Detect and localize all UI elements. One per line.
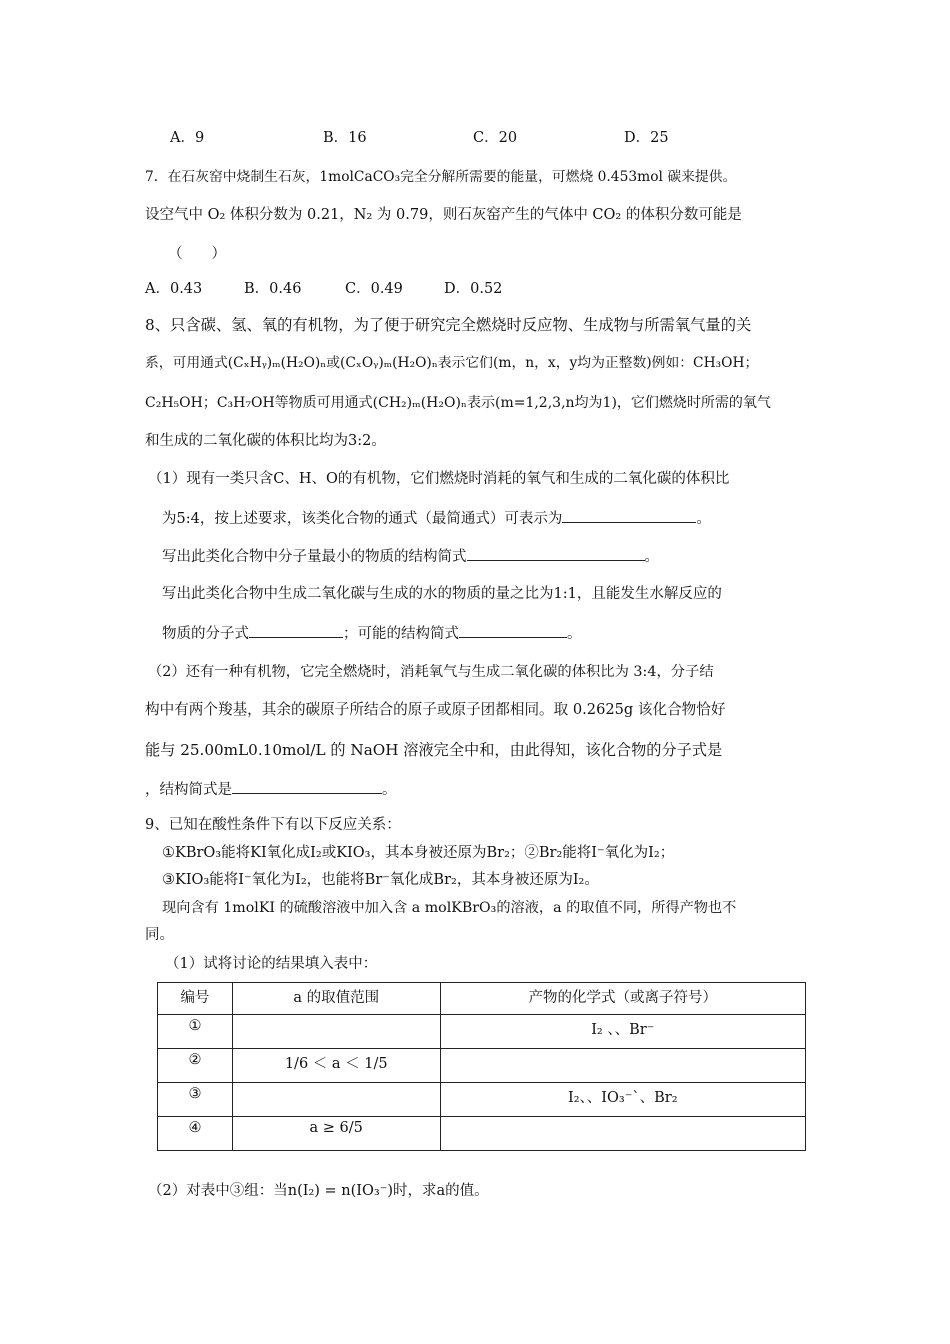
q8-molecular-formula-prompt: 物质的分子式: [162, 626, 249, 642]
q8-part2-line-3: 能与 25.00mL0.10mol/L 的 NaOH 溶液完全中和，由此得知，该化合物的分子式是: [145, 741, 723, 759]
row-number: ④: [158, 1117, 233, 1151]
q8-part1-line-2: [162, 508, 711, 529]
q8-general-formula-prompt: 为5:4，按上述要求，该类化合物的通式（最简通式）可表示为: [162, 511, 563, 527]
row-number: ①: [158, 1015, 233, 1049]
table-row: [158, 1117, 806, 1151]
q9-subquestion-1: （1）试将讨论的结果填入表中：: [165, 956, 378, 972]
q6-option-b: B．16: [323, 130, 367, 146]
q9-line-2: ①KBrO₃能将KI氧化成I₂或KIO₃，其本身被还原为Br₂；②Br₂能将I⁻氧化为I₂；: [162, 845, 675, 861]
product-cell[interactable]: I₂ 、、Br⁻: [440, 1015, 805, 1049]
column-header: 产物的化学式（或离子符号）: [440, 983, 805, 1015]
range-cell[interactable]: a ≥ 6/5: [232, 1117, 440, 1151]
q9-subquestion-2: （2）对表中③组：当n(I₂) = n(IO₃⁻)时，求a的值。: [148, 1183, 489, 1199]
q9-line-1: 9、已知在酸性条件下有以下反应关系：: [145, 817, 401, 833]
column-header: a 的取值范围: [232, 983, 440, 1015]
q6-option-c: C．20: [473, 130, 518, 146]
q6-option-d: D．25: [624, 130, 669, 146]
column-header: 编号: [158, 983, 233, 1015]
q7-answer-paren: （ ）: [168, 246, 226, 262]
range-cell[interactable]: [232, 1083, 440, 1117]
table-header-row: [158, 983, 806, 1015]
q8-part2-line-4: [145, 779, 397, 800]
q8-part1-line-5: [162, 623, 582, 644]
q8-part2-line-1: （2）还有一种有机物，它完全燃烧时，消耗氧气与生成二氧化碳的体积比为 3:4，分子结: [148, 664, 714, 680]
q7-line-2: 设空气中 O₂ 体积分数为 0.21，N₂ 为 0.79，则石灰窑产生的气体中 CO₂ 的体积分数可能是: [145, 207, 742, 223]
smallest-structure-blank[interactable]: [467, 546, 645, 561]
period: 。: [696, 511, 711, 527]
q9-line-5: 同。: [145, 927, 174, 943]
q7-option-a: A．0.43: [145, 281, 203, 297]
q7-line-1: 7．在石灰窑中烧制生石灰，1molCaCO₃完全分解所需要的能量，可燃烧 0.453mol 碳来提供。: [145, 169, 737, 185]
q7-option-d: D．0.52: [444, 281, 503, 297]
q8-part1-line-3: [162, 546, 659, 567]
q6-option-a: A．9: [170, 130, 205, 146]
structure-formula-blank[interactable]: [232, 779, 382, 794]
q8-structure-formula-prompt: ，结构简式是: [145, 782, 232, 798]
q8-line-2: 系，可用通式(CₓHᵧ)ₘ(H₂O)ₙ或(CₓOᵧ)ₘ(H₂O)ₙ表示它们(m，n，x，y均为正整数)例如：CH₃OH；: [145, 355, 759, 371]
period: 。: [382, 782, 397, 798]
range-cell[interactable]: 1/6 ＜ a ＜ 1/5: [232, 1049, 440, 1083]
product-cell[interactable]: [440, 1049, 805, 1083]
period: 。: [567, 626, 582, 642]
table-row: [158, 1049, 806, 1083]
q8-part2-line-2: 构中有两个羧基，其余的碳原子所结合的原子或原子团都相同。取 0.2625g 该化合物恰好: [145, 701, 726, 718]
q8-line-1: 8、只含碳、氢、氧的有机物，为了便于研究完全燃烧时反应物、生成物与所需氧气量的关: [145, 316, 752, 334]
q8-structure-prompt: ；可能的结构简式: [343, 626, 459, 642]
range-cell[interactable]: [232, 1015, 440, 1049]
q7-option-b: B．0.46: [244, 281, 302, 297]
molecular-formula-blank[interactable]: [249, 623, 343, 638]
q8-part1-line-1: （1）现有一类只含C、H、O的有机物，它们燃烧时消耗的氧气和生成的二氧化碳的体积比: [148, 471, 730, 487]
product-cell[interactable]: [440, 1117, 805, 1151]
q8-line-4: 和生成的二氧化碳的体积比均为3:2。: [145, 433, 386, 449]
row-number: ③: [158, 1083, 233, 1117]
q8-smallest-structure-prompt: 写出此类化合物中分子量最小的物质的结构简式: [162, 549, 467, 565]
q7-option-c: C．0.49: [345, 281, 403, 297]
table-row: [158, 1083, 806, 1117]
table-row: [158, 1015, 806, 1049]
q9-line-4: 现向含有 1molKI 的硫酸溶液中加入含 a molKBrO₃的溶液，a 的取值不同，所得产物也不: [162, 900, 737, 916]
general-formula-blank[interactable]: [562, 508, 696, 523]
results-table: [157, 982, 806, 1151]
possible-structure-blank[interactable]: [459, 623, 567, 638]
period: 。: [644, 549, 659, 565]
row-number: ②: [158, 1049, 233, 1083]
q8-line-3: C₂H₅OH；C₃H₇OH等物质可用通式(CH₂)ₘ(H₂O)ₙ表示(m=1,2,3,n均为1)，它们燃烧时所需的氧气: [145, 395, 771, 411]
q8-part1-line-4: 写出此类化合物中生成二氧化碳与生成的水的物质的量之比为1:1，且能发生水解反应的: [162, 586, 722, 602]
q9-line-3: ③KIO₃能将I⁻氧化为I₂，也能将Br⁻氧化成Br₂，其本身被还原为I₂。: [162, 872, 599, 888]
product-cell[interactable]: I₂、、IO₃⁻ˋ、Br₂: [440, 1083, 805, 1117]
